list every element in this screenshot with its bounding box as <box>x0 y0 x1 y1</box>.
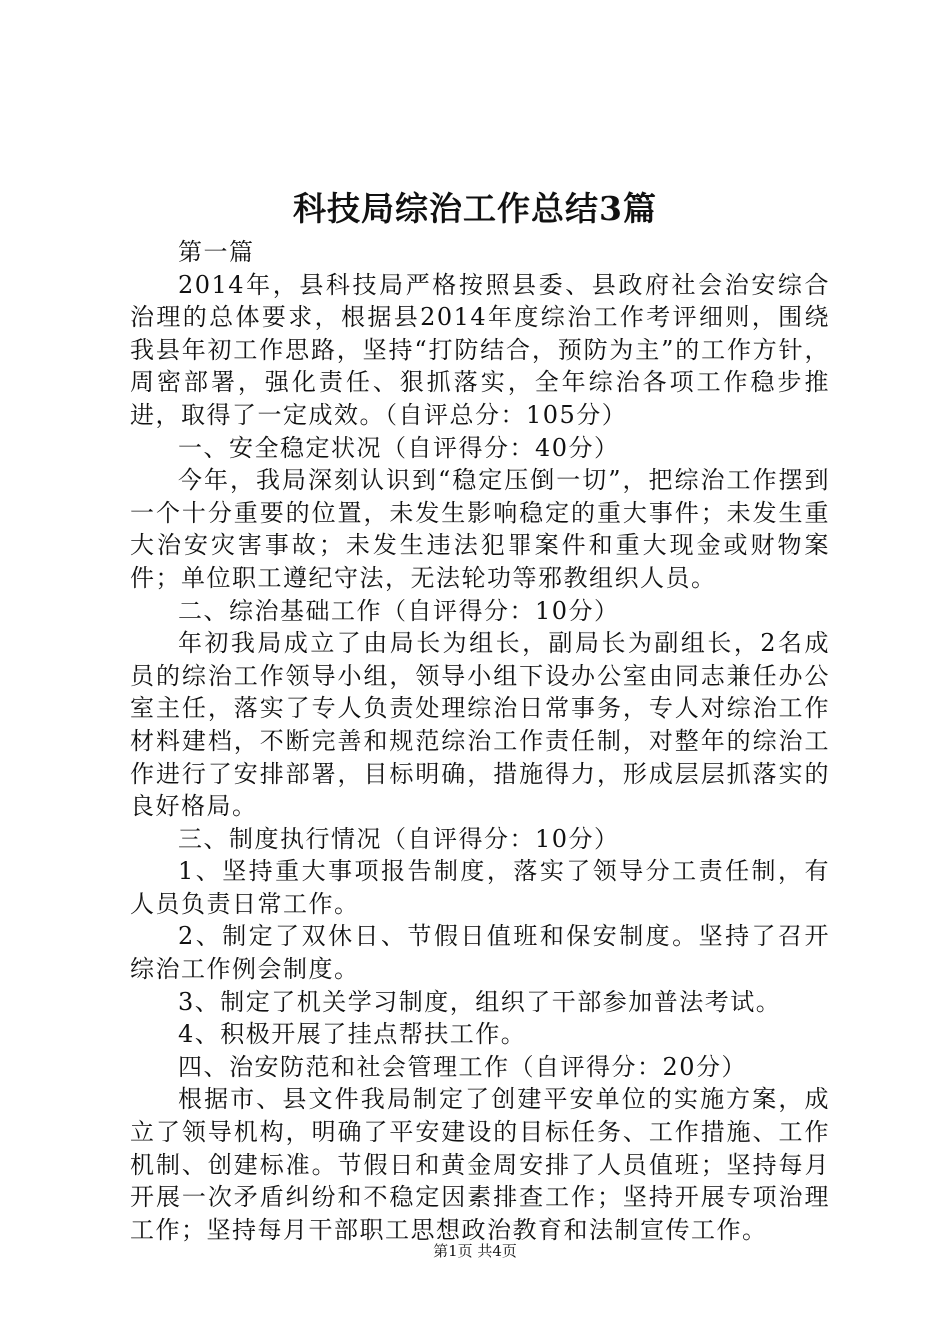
section-heading: 三、制度执行情况（自评得分：10分） <box>178 824 620 853</box>
paragraph: 今年，我局深刻认识到“稳定压倒一切”，把综治工作摆到一个十分重要的位置，未发生影响稳定的重大事件；未发生重大治安灾害事故；未发生违法犯罪案件和重大现金或财物案件；单位职工遵纪守法，无法轮功等邪教组织人员。 <box>130 466 830 592</box>
section-heading: 第一篇 <box>178 238 255 266</box>
document-body <box>130 236 830 1246</box>
section-heading: 二、综治基础工作（自评得分：10分） <box>178 596 620 625</box>
list-item: 4、积极开展了挂点帮扶工作。 <box>178 1020 527 1049</box>
list-item: 2、制定了双休日、节假日值班和保安制度。坚持了召开综治工作例会制度。 <box>130 922 830 984</box>
list-item: 1、坚持重大事项报告制度，落实了领导分工责任制，有人员负责日常工作。 <box>130 857 830 918</box>
list-item: 3、制定了机关学习制度，组织了干部参加普法考试。 <box>178 987 782 1016</box>
section-heading: 四、治安防范和社会管理工作（自评得分：20分） <box>178 1052 748 1081</box>
page-number: 第1页 共4页 <box>433 1242 517 1260</box>
paragraph: 根据市、县文件我局制定了创建平安单位的实施方案，成立了领导机构，明确了平安建设的目标任务、工作措施、工作机制、创建标准。节假日和黄金周安排了人员值班；坚持每月开展一次矛盾纠纷和不稳定因素排查工作；坚持开展专项治理工作；坚持每月干部职工思想政治教育和法制宣传工作。 <box>130 1085 830 1244</box>
section-heading: 一、安全稳定状况（自评得分：40分） <box>178 433 620 462</box>
paragraph: 年初我局成立了由局长为组长，副局长为副组长，2名成员的综治工作领导小组，领导小组下设办公室由同志兼任办公室主任，落实了专人负责处理综治日常事务，专人对综治工作材料建档，不断完善和规范综治工作责任制，对整年的综治工作进行了安排部署，目标明确，措施得力，形成层层抓落实的良好格局。 <box>130 629 830 821</box>
paragraph: 2014年，县科技局严格按照县委、县政府社会治安综合治理的总体要求，根据县2014年度综治工作考评细则，围绕我县年初工作思路，坚持“打防结合，预防为主”的工作方针，周密部署，强化责任、狠抓落实，全年综治各项工作稳步推进，取得了一定成效。（自评总分：105分） <box>130 270 830 429</box>
document-title: 科技局综治工作总结3篇 <box>293 189 657 228</box>
